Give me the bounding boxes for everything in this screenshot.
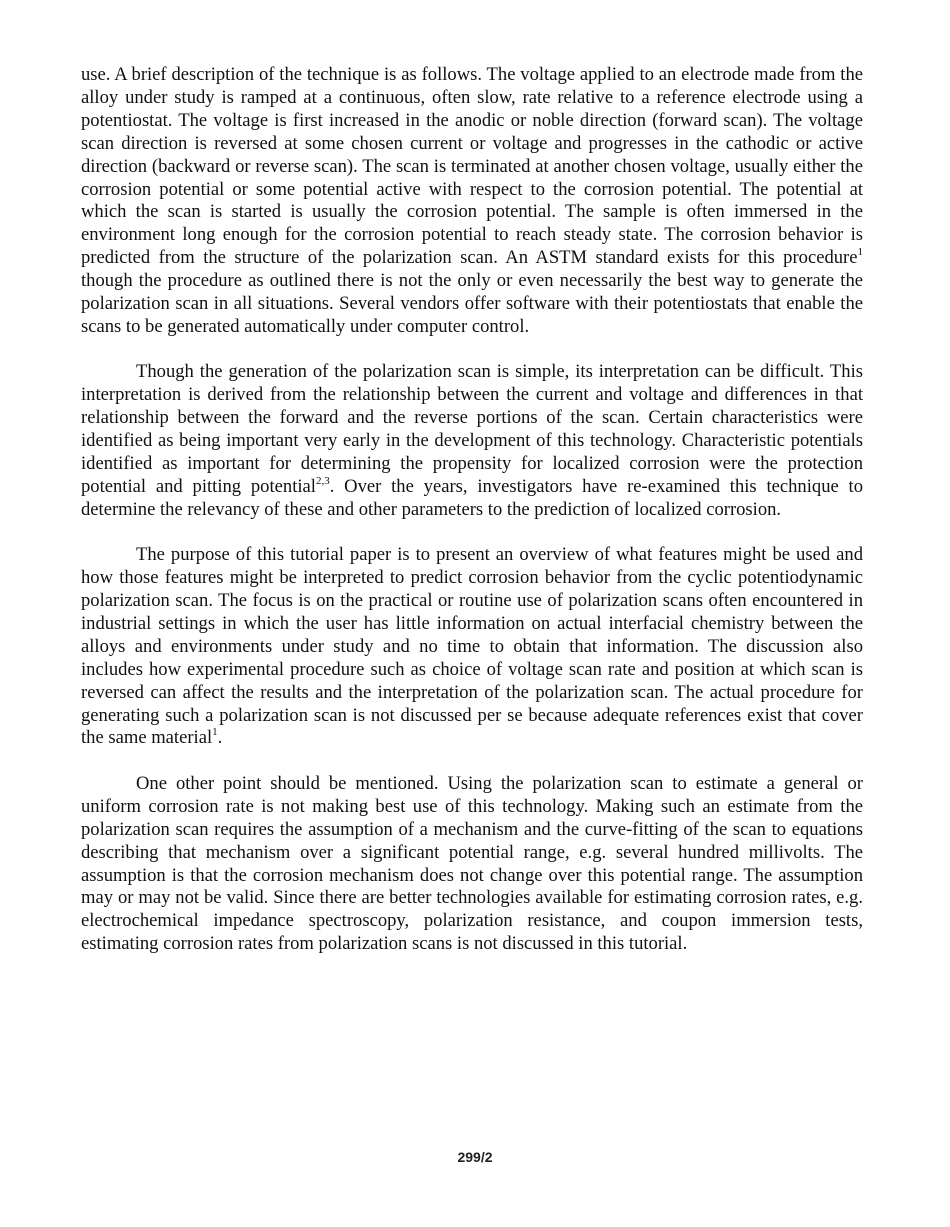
reference-superscript: 1 [857,246,863,259]
reference-superscript: 1 [212,726,218,739]
reference-superscript: 2,3 [315,474,330,487]
paragraph-interpretation: Though the generation of the polarization scan is simple, its interpretation can be difficult. This interpretation is derived from the relationship between the current and voltage and differences in that relationship between the forward and the reverse portions of the scan. Certain characteristics were identified as being important very early in the development of this technology. Characteristic potentials identified as important for determining the propensity for localized corrosion were the protection potential and pitting potential$^{2,3}$. Over the years, investigators have re-examined this technique to determine the relevancy of these and other parameters to the prediction of localized corrosion. [81,361,864,520]
page-number: 299/2 [457,1149,493,1165]
paragraph-purpose: The purpose of this tutorial paper is to present an overview of what features might be used and how those features might be interpreted to predict corrosion behavior from the cyclic potentiodynamic polarization scan. The focus is on the practical or routine use of polarization scans often encountered in industrial settings in which the user has little information on actual interfacial chemistry between the alloys and environments under study and no time to obtain that information. The discussion also includes how experimental procedure such as choice of voltage scan rate and position at which scan is reversed can affect the results and the interpretation of the polarization scan. The actual procedure for generating such a polarization scan is not discussed per se because adequate references exist that cover the same material$^1$. [81,544,863,749]
document-body [81,64,863,979]
paragraph-technique-description: use. A brief description of the technique is as follows. The voltage applied to an electrode made from the alloy under study is ramped at a continuous, often slow, rate relative to a reference electrode using a potentiostat. The voltage is first increased in the anodic or noble direction (forward scan). The voltage scan direction is reversed at some chosen current or voltage and progresses in the cathodic or active direction (backward or reverse scan). The scan is terminated at another chosen voltage, usually either the corrosion potential or some potential active with respect to the corrosion potential. The potential at which the scan is started is usually the corrosion potential. The sample is often immersed in the environment long enough for the corrosion potential to reach steady state. The corrosion behavior is predicted from the structure of the polarization scan. An ASTM standard exists for this procedure$^1$ though the procedure as outlined there is not the only or even necessarily the best way to generate the polarization scan in all situations. Several vendors offer software with their potentiostats that enable the scans to be generated automatically under computer control. [81,64,863,337]
paragraph-corrosion-rate-note: One other point should be mentioned. Using the polarization scan to estimate a general or uniform corrosion rate is not making best use of this technology. Making such an estimate from the polarization scan requires the assumption of a mechanism and the curve-fitting of the scan to equations describing that mechanism over a significant potential range, e.g. several hundred millivolts. The assumption is that the corrosion mechanism does not change over this potential range. The assumption may or may not be valid. Since there are better technologies available for estimating corrosion rates, e.g. electrochemical impedance spectroscopy, polarization resistance, and coupon immersion tests, estimating corrosion rates from polarization scans is not discussed in this tutorial. [81,772,863,955]
